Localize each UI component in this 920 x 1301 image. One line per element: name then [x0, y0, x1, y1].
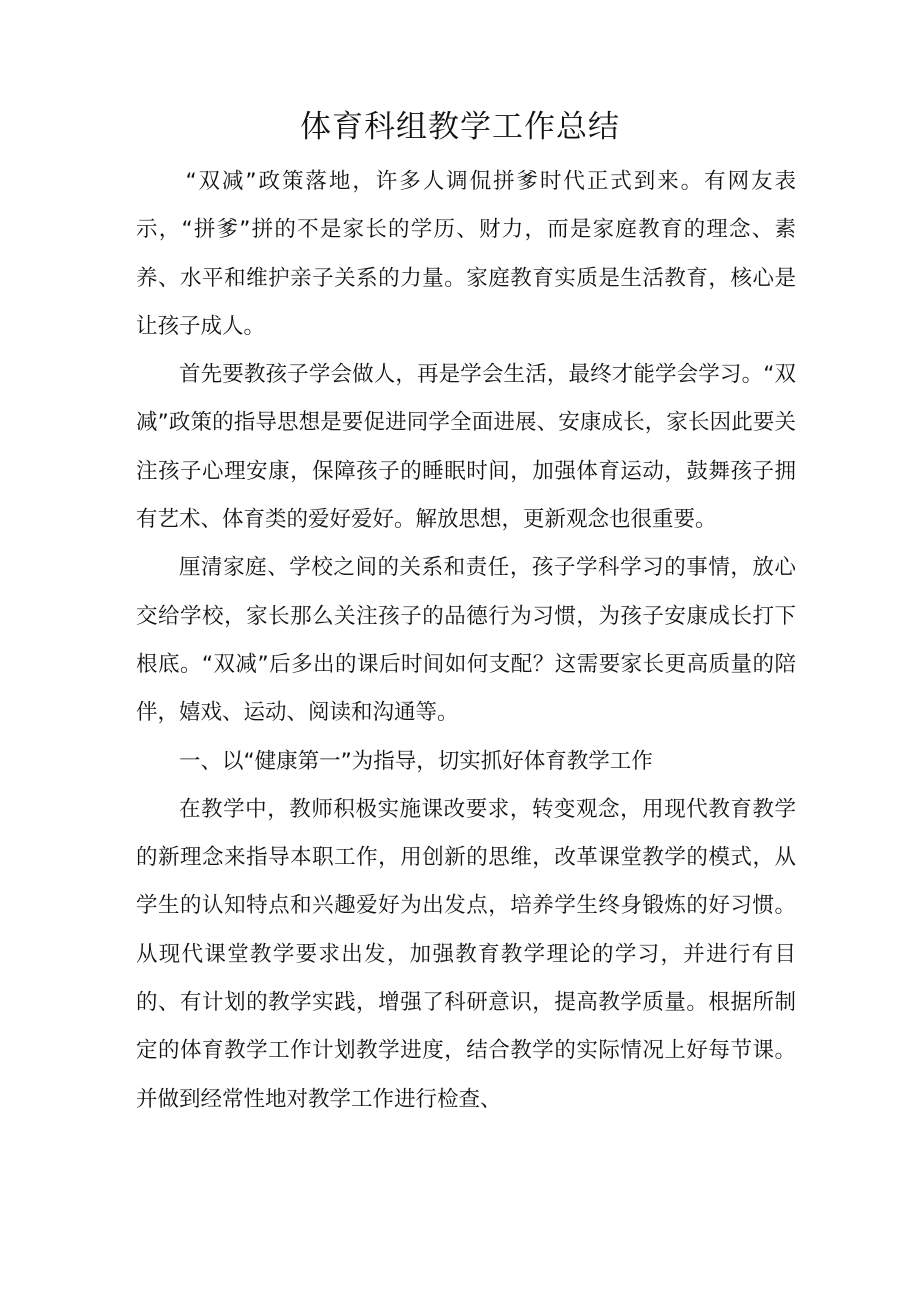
- document-body: [136, 158, 796, 1124]
- document-title: 体育科组教学工作总结: [300, 109, 620, 145]
- paragraph-4: 在教学中，教师积极实施课改要求，转变观念，用现代教育教学的新理念来指导本职工作，用创新的思维，改革课堂教学的模式，从学生的认知特点和兴趣爱好为出发点，培养学生终身锻炼的好习惯。从现代课堂教学要求出发，加强教育教学理论的学习，并进行有目的、有计划的教学实践，增强了科研意识，提高教学质量。根据所制定的体育教学工作计划教学进度，结合教学的实际情况上好每节课。并做到经常性地对教学工作进行检查、: [136, 796, 796, 1112]
- paragraph-2: 首先要教孩子学会做人，再是学会生活，最终才能学会学习。“双减”政策的指导思想是要促进同学全面进展、安康成长，家长因此要关注孩子心理安康，保障孩子的睡眠时间，加强体育运动，鼓舞孩子拥有艺术、体育类的爱好爱好。解放思想，更新观念也很重要。: [136, 362, 796, 533]
- paragraph-3: 厘清家庭、学校之间的关系和责任，孩子学科学习的事情，放心交给学校，家长那么关注孩子的品德行为习惯，为孩子安康成长打下根底。“双减”后多出的课后时间如何支配？这需要家长更高质量的陪伴，嬉戏、运动、阅读和沟通等。: [136, 555, 796, 726]
- section-heading-1: 一、以“健康第一”为指导，切实抓好体育教学工作: [179, 748, 653, 774]
- paragraph-1: “双减”政策落地，许多人调侃拼爹时代正式到来。有网友表示，“拼爹”拼的不是家长的学历、财力，而是家庭教育的理念、素养、水平和维护亲子关系的力量。家庭教育实质是生活教育，核心是让孩子成人。: [136, 169, 796, 339]
